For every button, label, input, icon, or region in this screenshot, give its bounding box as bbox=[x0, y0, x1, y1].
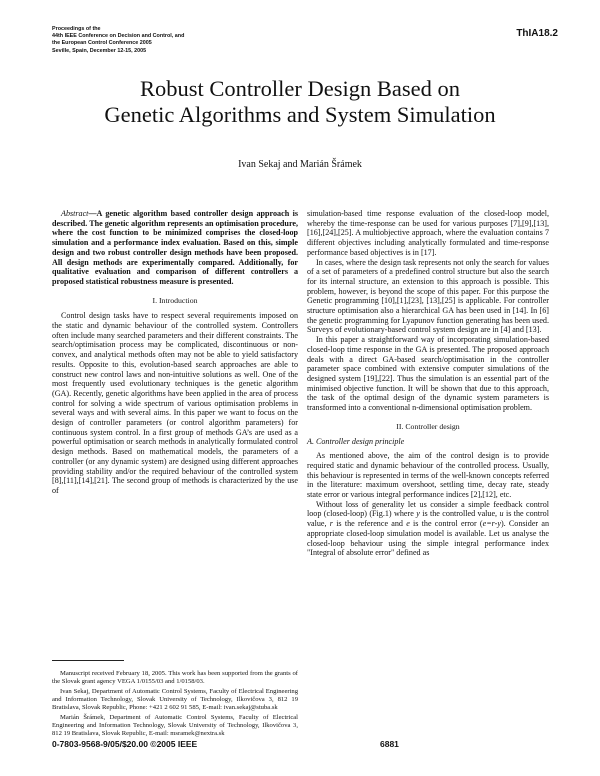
intro-paragraph: Control design tasks have to respect several requirements imposed on the static and dynamic behaviour of the controlled system. Controllers often include many searched parameters and their different constraints. The search/optimisation process may be complicated, discontinuous or non-convex, and analytical methods often may not be able to yield satisfactory results. Opposite to this, evolution-based search approaches are able to construct new control laws and non-intuitive solutions as well. One of the most frequently used evolutionary techniques is the genetic algorithm (GA). Recently, genetic algorithms have been applied in the area of process control for solving a wide spectrum of various optimisation problems in several ways and with several aims. In this paper we want to focus on the design of controller parameters (or control algorithm parameters) for continuous system control. In a first group of methods GA’s are used as a powerful optimisation or search methods in analytically formulated control design methods. Based on mathematical models, the parameters of a controller (or any dynamic system) are designed using different approaches providing stability and/or the required behaviour of the controlled system [8],[11],[14],[21]. The second group of methods is characterized by the use of bbox=[52, 311, 298, 495]
paragraph bbox=[307, 500, 549, 558]
math-var: e bbox=[406, 519, 410, 529]
section-heading: I. Introduction bbox=[152, 295, 198, 305]
subsection-heading: A. Controller design principle bbox=[307, 437, 405, 447]
math-var: u bbox=[499, 509, 504, 519]
abstract-label: Abstract bbox=[61, 209, 89, 218]
abstract-text: A genetic algorithm based controller design approach is described. The genetic algorithm represents an optimisation procedure, where the cost function to be minimized comprises the closed-loop simulation and a performance index evaluation. Based on this, simple design and two robust controller design methods have been proposed. All design methods are experimentally compared. Additionally, for qualitative evaluation and comparison of different controllers a proposed statistical robustness measure is presented. bbox=[52, 209, 298, 286]
footnotes bbox=[52, 670, 298, 740]
text-run: Without loss of generality let us consider a simple feedback control loop (closed-loop) (Fig.1) where bbox=[307, 499, 549, 519]
isbn-line: 0-7803-9568-9/05/$20.00 ©2005 IEEE bbox=[52, 739, 198, 749]
paragraph: In this paper a straightforward way of incorporating simulation-based closed-loop time response in the GA is presented. The proposed approach deals with a direct GA-based search/optimisation in the controller parameter space combined with extensive computer simulations of the designed system [19],[22]. Thus the simulation is an essential part of the minimised objective function. It will be shown that due to this approach, the task of the optimal design of the dynamic system parameters is transformed into a conventional n-dimensional optimisation problem. bbox=[307, 335, 549, 413]
header-line: Seville, Spain, December 12-15, 2005 bbox=[52, 47, 147, 54]
header-line: Proceedings of the bbox=[52, 26, 101, 32]
section-heading: II. Controller design bbox=[396, 421, 460, 431]
text-run: is the controlled value, bbox=[419, 509, 500, 519]
footnote: Manuscript received February 18, 2005. This work has been supported from the grants of the Slovak grant agency VEGA 1/0155/03 and 1/0158/03. bbox=[52, 670, 298, 685]
paragraph: simulation-based time response evaluation of the closed-loop model, whereby the time-response can be used for various purposes [7],[9],[13],[16],[24],[25]. A multiobjective approach, where the evaluation contains 7 different objectives including analytically formulated and time-response performance based objectives is in [17]. bbox=[307, 209, 549, 257]
page-number: 6881 bbox=[380, 739, 399, 749]
header-line: 44th IEEE Conference on Decision and Control, and bbox=[52, 33, 185, 40]
paragraph: In cases, where the design task represents not only the search for values of a set of parameters of a predefined control structure but also the search for its internal structure, an extension to this approach is possible. This problem, however, is beyond the scope of this paper. For this purpose the Genetic programming [10],[1],[23], [13],[25] is applicable. For controller structure optimisation also a hierarchical GA has been used in [14]. In [6] the genetic programming for Lyapunov function generating has been used. Surveys of evolutionary-based control system design are in [4] and [13]. bbox=[307, 257, 549, 335]
math-var: r bbox=[329, 519, 333, 529]
math-expression: e=r-y bbox=[482, 519, 501, 529]
title-line: Genetic Algorithms and System Simulation bbox=[104, 102, 496, 127]
authors: Ivan Sekaj and Marián Šrámek bbox=[238, 159, 362, 170]
math-var: y bbox=[416, 509, 420, 519]
paper-title bbox=[50, 76, 550, 128]
right-column bbox=[307, 209, 549, 558]
abstract bbox=[52, 209, 298, 287]
footnote: Ivan Sekaj, Department of Automatic Control Systems, Faculty of Electrical Engineering and Information Technology, Slovak University of Technology, Ilkovičova 3, 812 19 Bratislava, Slovak Republic, Phone: +421 2 602 91 585, E-mail: ivan.sekaj@stuba.sk bbox=[52, 688, 298, 711]
abstract-dash: — bbox=[88, 209, 97, 218]
session-code: ThIA18.2 bbox=[516, 28, 558, 39]
proceedings-header bbox=[52, 26, 352, 55]
paragraph: As mentioned above, the aim of the control design is to provide required static and dynamic behaviour of the controlled process. Usually, this behaviour is represented in terms of the well-known concepts referred in the literature: maximum overshoot, settling time, decay rate, steady state error or various integral performance indices [2],[12], etc. bbox=[307, 451, 549, 499]
header-line: the European Control Conference 2005 bbox=[52, 40, 152, 47]
left-column bbox=[52, 209, 298, 496]
title-line: Robust Controller Design Based on bbox=[140, 76, 460, 101]
footnote: Marián Šrámek, Department of Automatic Control Systems, Faculty of Electrical Engineering and Information Technology, Slovak University of Technology, Ilkovičova 3, 812 19 Bratislava, Slovak Republic, E-mail: msramek@nextra.sk bbox=[52, 714, 298, 737]
footnote-rule bbox=[52, 660, 124, 661]
text-run: is the control value, bbox=[307, 509, 549, 529]
text-run: is the control error ( bbox=[409, 519, 483, 529]
text-run: ). Consider an appropriate closed-loop simulation model is available. Let us analyse the closed-loop behaviour using the simple integral performance index "Integral of absolute error" defined as bbox=[307, 519, 550, 558]
text-run: is the reference and bbox=[332, 519, 407, 529]
